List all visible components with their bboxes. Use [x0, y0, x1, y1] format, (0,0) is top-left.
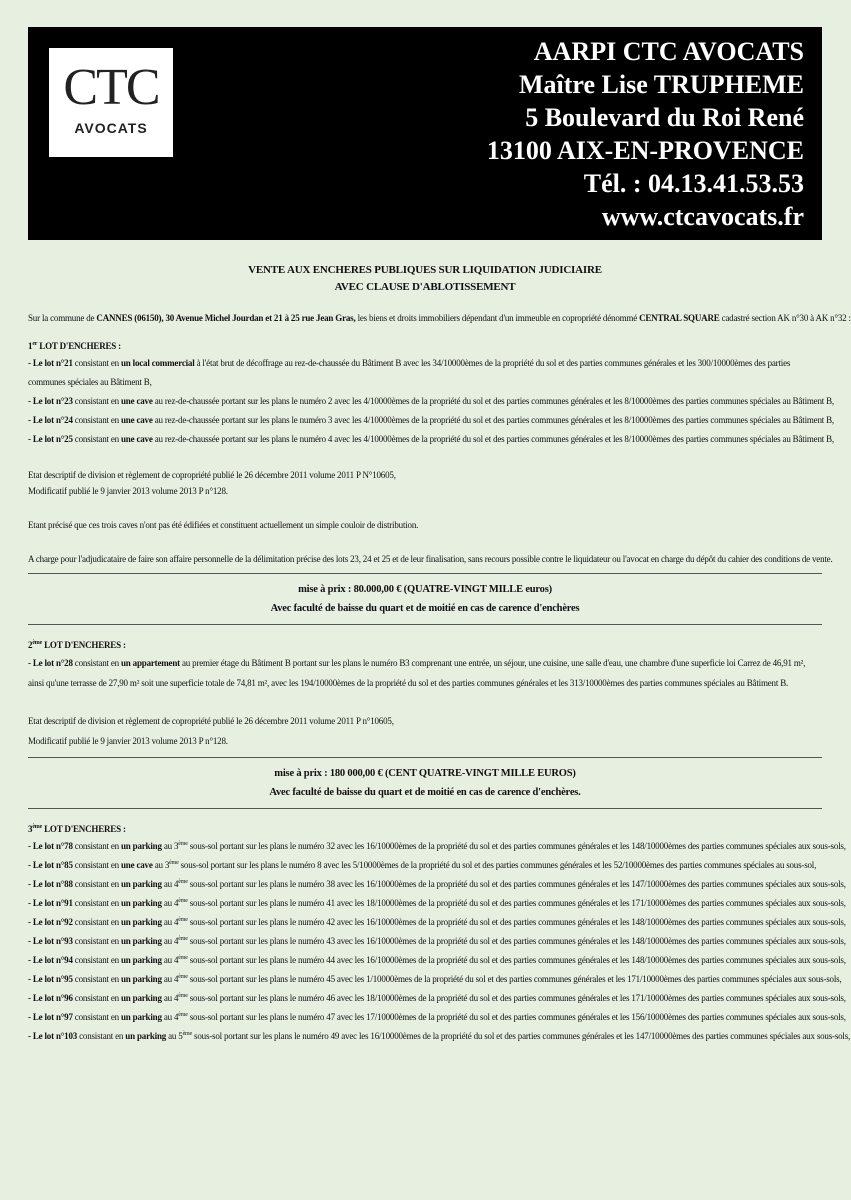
lot-kind: un parking — [121, 1012, 162, 1022]
ordinal-suffix: ème — [32, 640, 43, 646]
item-text: consistant en — [72, 396, 121, 406]
item-text: au — [161, 1012, 174, 1022]
lot-id: - Le lot n°92 — [28, 917, 73, 927]
lot2-starting-price: mise à prix : 180 000,00 € (CENT QUATRE-VINGT MILLE EUROS) — [274, 768, 576, 779]
basement-level: 3 — [173, 841, 179, 851]
divider — [28, 757, 822, 758]
item-text: sous-sol portant sur les plans le numéro 47 avec les 17/10000èmes de la propriété du sol et des parties communes générales et les 156/10000èmes des parties communes spéciales aux sous-sols, — [187, 1012, 846, 1022]
item-text: consistant en — [72, 841, 121, 851]
lot1-etat-descriptif: Etat descriptif de division et règlement de copropriété publié le 26 décembre 2011 volume 2011 P N°10605, — [28, 470, 396, 480]
lot-number: 1 — [28, 341, 33, 351]
lot1-starting-price: mise à prix : 80.000,00 € (QUATRE-VINGT MILLE euros) — [298, 584, 552, 595]
intro-text: cadastré section AK n°30 à AK n°32 : — [719, 313, 851, 323]
list-item — [28, 932, 846, 951]
intro-paragraph — [28, 310, 851, 326]
ordinal-suffix: ème — [178, 993, 188, 999]
ordinal-suffix: ème — [178, 936, 188, 942]
item-text: au — [161, 917, 174, 927]
list-item — [28, 875, 846, 894]
lot3-items — [28, 837, 851, 1046]
lot-number: 3 — [28, 824, 33, 834]
ordinal-suffix: ème — [178, 917, 188, 923]
basement-level: 5 — [178, 1031, 183, 1041]
logo-subtitle: AVOCATS — [74, 120, 148, 136]
lot1-modificatif: Modificatif publié le 9 janvier 2013 volume 2013 P n°128. — [28, 486, 228, 496]
title-line-2: AVEC CLAUSE D'ABLOTISSEMENT — [334, 281, 516, 293]
lot-kind: un parking — [121, 841, 162, 851]
basement-level: 4 — [173, 955, 179, 965]
item-text: consistant en — [72, 936, 121, 946]
lot1-charge: A charge pour l'adjudicataire de faire son affaire personnelle de la délimitation précise des lots 23, 24 et 25 et de leur finalisation, sans recours possible contre le liquidateur ou l'avocat en charge du dépôt du cahier des conditions de vente. — [28, 554, 833, 564]
lot-id: - Le lot n°28 — [28, 658, 73, 668]
divider — [28, 808, 822, 809]
list-item — [28, 837, 846, 856]
logo-mark: CTC — [63, 59, 159, 116]
basement-level: 3 — [164, 860, 170, 870]
item-text: sous-sol portant sur les plans le numéro 46 avec les 18/10000èmes de la propriété du sol et des parties communes générales et les 171/10000èmes des parties communes spéciales aux sous-sols, — [187, 993, 846, 1003]
building-name: CENTRAL SQUARE — [639, 313, 720, 323]
item-text: sous-sol portant sur les plans le numéro 49 avec les 16/10000èmes de la propriété du sol et des parties communes générales et les 147/10000èmes des parties communes spéciales aux sous-sols, — [192, 1031, 851, 1041]
heading-text: LOT D'ENCHERES : — [42, 640, 126, 650]
lot-kind: un local commercial — [121, 358, 195, 368]
list-item — [28, 392, 834, 411]
divider — [28, 624, 822, 625]
item-text: sous-sol portant sur les plans le numéro 44 avec les 16/10000èmes de la propriété du sol et des parties communes générales et les 148/10000èmes des parties communes spéciales aux sous-sols, — [187, 955, 846, 965]
ordinal-suffix: ème — [178, 974, 188, 980]
ctc-logo — [49, 48, 173, 157]
item-text: consistant en — [72, 1012, 121, 1022]
heading-text: LOT D'ENCHERES : — [42, 824, 126, 834]
lot2-item — [28, 653, 822, 693]
item-text: consistant en — [72, 415, 121, 425]
item-text: au rez-de-chaussée portant sur les plans le numéro 3 avec les 4/10000èmes de la propriété du sol et des parties communes générales et les 8/10000èmes des parties communes spéciales au Bâtiment B, — [152, 415, 834, 425]
divider — [28, 573, 822, 574]
lot-kind: un parking — [121, 917, 162, 927]
lot-number: 2 — [28, 640, 33, 650]
item-text: consistant en — [72, 358, 121, 368]
item-text: consistant en — [72, 955, 121, 965]
basement-level: 4 — [173, 1012, 179, 1022]
lot-id: - Le lot n°95 — [28, 974, 73, 984]
lot-id: - Le lot n°93 — [28, 936, 73, 946]
lot-kind: un parking — [121, 879, 162, 889]
lot-kind: une cave — [121, 396, 153, 406]
lot-kind: une cave — [121, 434, 153, 444]
item-text: consistant en — [77, 1031, 126, 1041]
lot2-price-block — [28, 764, 822, 802]
lot1-heading — [28, 338, 822, 354]
title-line-1: VENTE AUX ENCHERES PUBLIQUES SUR LIQUIDATION JUDICIAIRE — [248, 264, 602, 276]
item-text: au premier étage du Bâtiment B portant sur les plans le numéro B3 comprenant une entrée, un séjour, une cuisine, une salle d'eau, une chambre d'une superficie loi Carrez de 46,91 m², ainsi qu'une terrasse de 27,90 m² soit une superficie totale de 74,81 m², avec les 194/10000èmes de la propriété du sol et des parties communes générales et les 313/10000èmes des parties communes spéciales au Bâtiment B. — [28, 658, 806, 688]
basement-level: 4 — [173, 974, 179, 984]
ordinal-suffix: ème — [182, 1031, 192, 1037]
lot-kind: un parking — [121, 993, 162, 1003]
list-item — [28, 1008, 846, 1027]
lot-id: - Le lot n°88 — [28, 879, 73, 889]
list-item — [28, 951, 846, 970]
ordinal-suffix: ème — [178, 898, 188, 904]
lot-id: - Le lot n°23 — [28, 396, 73, 406]
lot-id: - Le lot n°96 — [28, 993, 73, 1003]
website-link[interactable]: www.ctcavocats.fr — [601, 202, 804, 231]
lot-id: - Le lot n°103 — [28, 1031, 78, 1041]
lot-kind: une cave — [121, 860, 153, 870]
ordinal-suffix: ème — [169, 860, 179, 866]
document-body — [28, 262, 851, 1046]
lot-kind: un parking — [121, 898, 162, 908]
list-item — [28, 970, 842, 989]
ordinal-suffix: er — [32, 341, 38, 347]
lot-kind: un parking — [125, 1031, 167, 1041]
ordinal-suffix: ème — [178, 879, 188, 885]
address-street: 5 Boulevard du Roi René — [525, 103, 804, 132]
lot-id: - Le lot n°97 — [28, 1012, 73, 1022]
lot2-price-note: Avec faculté de baisse du quart et de moitié en cas de carence d'enchères. — [269, 787, 581, 798]
item-text: au — [166, 1031, 179, 1041]
lot3-heading — [28, 821, 822, 837]
item-text: au — [161, 974, 174, 984]
basement-level: 4 — [173, 917, 179, 927]
basement-level: 4 — [173, 879, 179, 889]
ordinal-suffix: ème — [178, 955, 188, 961]
letterhead — [28, 27, 822, 240]
item-text: au rez-de-chaussée portant sur les plans le numéro 2 avec les 4/10000èmes de la propriété du sol et des parties communes générales et les 8/10000èmes des parties communes spéciales au Bâtiment B, — [152, 396, 834, 406]
lot-kind: un parking — [121, 955, 162, 965]
item-text: au — [161, 898, 174, 908]
item-text: au rez-de-chaussée portant sur les plans le numéro 4 avec les 4/10000èmes de la propriété du sol et des parties communes générales et les 8/10000èmes des parties communes spéciales au Bâtiment B, — [152, 434, 834, 444]
firm-contact-block — [487, 35, 804, 233]
item-text: au — [161, 993, 174, 1003]
address-city: 13100 AIX-EN-PROVENCE — [486, 136, 804, 165]
item-text: consistant en — [72, 860, 121, 870]
item-text: sous-sol portant sur les plans le numéro 32 avec les 16/10000èmes de la propriété du sol et des parties communes générales et les 148/10000èmes des parties communes spéciales aux sous-sols, — [187, 841, 846, 851]
item-text: au — [152, 860, 165, 870]
intro-text: les biens et droits immobiliers dépendant d'un immeuble en copropriété dénommé — [355, 313, 640, 323]
lot-id: - Le lot n°21 — [28, 358, 73, 368]
lot2-modificatif: Modificatif publié le 9 janvier 2013 volume 2013 P n°128. — [28, 736, 228, 746]
lot1-price-block — [28, 580, 822, 618]
lot-id: - Le lot n°94 — [28, 955, 73, 965]
lot2-heading — [28, 637, 822, 653]
list-item — [28, 1027, 851, 1046]
list-item — [28, 989, 846, 1008]
property-location: CANNES (06150), 30 Avenue Michel Jourdan et 21 à 25 rue Jean Gras, — [96, 313, 356, 323]
list-item — [28, 411, 834, 430]
lot-kind: un parking — [121, 974, 162, 984]
list-item — [28, 856, 822, 875]
lot2-etat-descriptif: Etat descriptif de division et règlement de copropriété publié le 26 décembre 2011 volume 2011 P n°10605, — [28, 716, 394, 726]
item-text: consistant en — [72, 658, 121, 668]
item-text: sous-sol portant sur les plans le numéro 8 avec les 5/10000èmes de la propriété du sol et des parties communes générales et les 52/10000èmes des parties communes spéciales au sous-sol, — [178, 860, 817, 870]
item-text: consistant en — [72, 974, 121, 984]
item-text: au — [161, 955, 174, 965]
heading-text: LOT D'ENCHERES : — [37, 341, 121, 351]
item-text: consistant en — [72, 434, 121, 444]
list-item — [28, 913, 846, 932]
list-item — [28, 894, 846, 913]
lot-id: - Le lot n°25 — [28, 434, 73, 444]
lot1-note: Etant précisé que ces trois caves n'ont pas été édifiées et constituent actuellement un simple couloir de distribution. — [28, 520, 419, 530]
phone-number: Tél. : 04.13.41.53.53 — [583, 169, 804, 198]
ordinal-suffix: ème — [178, 841, 188, 847]
ordinal-suffix: ème — [32, 824, 43, 830]
item-text: consistant en — [72, 898, 121, 908]
item-text: consistant en — [72, 917, 121, 927]
item-text: consistant en — [72, 879, 121, 889]
item-text: sous-sol portant sur les plans le numéro 41 avec les 18/10000èmes de la propriété du sol et des parties communes générales et les 171/10000èmes des parties communes spéciales aux sous-sols, — [187, 898, 846, 908]
basement-level: 4 — [173, 993, 179, 1003]
item-text: sous-sol portant sur les plans le numéro 42 avec les 16/10000èmes de la propriété du sol et des parties communes générales et les 148/10000èmes des parties communes spéciales aux sous-sols, — [187, 917, 846, 927]
basement-level: 4 — [173, 898, 179, 908]
item-text: sous-sol portant sur les plans le numéro 43 avec les 16/10000èmes de la propriété du sol et des parties communes générales et les 148/10000èmes des parties communes spéciales aux sous-sols, — [187, 936, 846, 946]
lot-kind: un parking — [121, 936, 162, 946]
item-text: au — [161, 841, 174, 851]
basement-level: 4 — [173, 936, 179, 946]
lot-id: - Le lot n°85 — [28, 860, 73, 870]
lot-id: - Le lot n°91 — [28, 898, 73, 908]
lot1-items — [28, 354, 834, 449]
firm-name: AARPI CTC AVOCATS — [533, 37, 804, 66]
item-text: au — [161, 936, 174, 946]
item-text: consistant en — [72, 993, 121, 1003]
lot-id: - Le lot n°78 — [28, 841, 73, 851]
ordinal-suffix: ème — [178, 1012, 188, 1018]
list-item — [28, 430, 834, 449]
lawyer-name: Maître Lise TRUPHEME — [518, 70, 804, 99]
document-title — [28, 262, 822, 296]
item-text: sous-sol portant sur les plans le numéro 45 avec les 1/10000èmes de la propriété du sol et des parties communes générales et les 171/10000èmes des parties communes spéciales aux sous-sols, — [187, 974, 842, 984]
list-item — [28, 354, 822, 392]
lot-id: - Le lot n°24 — [28, 415, 73, 425]
lot-kind: une cave — [121, 415, 153, 425]
intro-text: Sur la commune de — [28, 313, 97, 323]
item-text: à l'état brut de décoffrage au rez-de-chaussée du Bâtiment B avec les 34/10000èmes de la propriété du sol et des parties communes générales et les 300/10000èmes des parties communes spéciales au Bâtiment B, — [28, 358, 791, 387]
lot-kind: un appartement — [121, 658, 180, 668]
item-text: au — [161, 879, 174, 889]
item-text: sous-sol portant sur les plans le numéro 38 avec les 16/10000èmes de la propriété du sol et des parties communes générales et les 147/10000èmes des parties communes spéciales aux sous-sols, — [187, 879, 846, 889]
lot1-price-note: Avec faculté de baisse du quart et de moitié en cas de carence d'enchères — [270, 603, 580, 614]
